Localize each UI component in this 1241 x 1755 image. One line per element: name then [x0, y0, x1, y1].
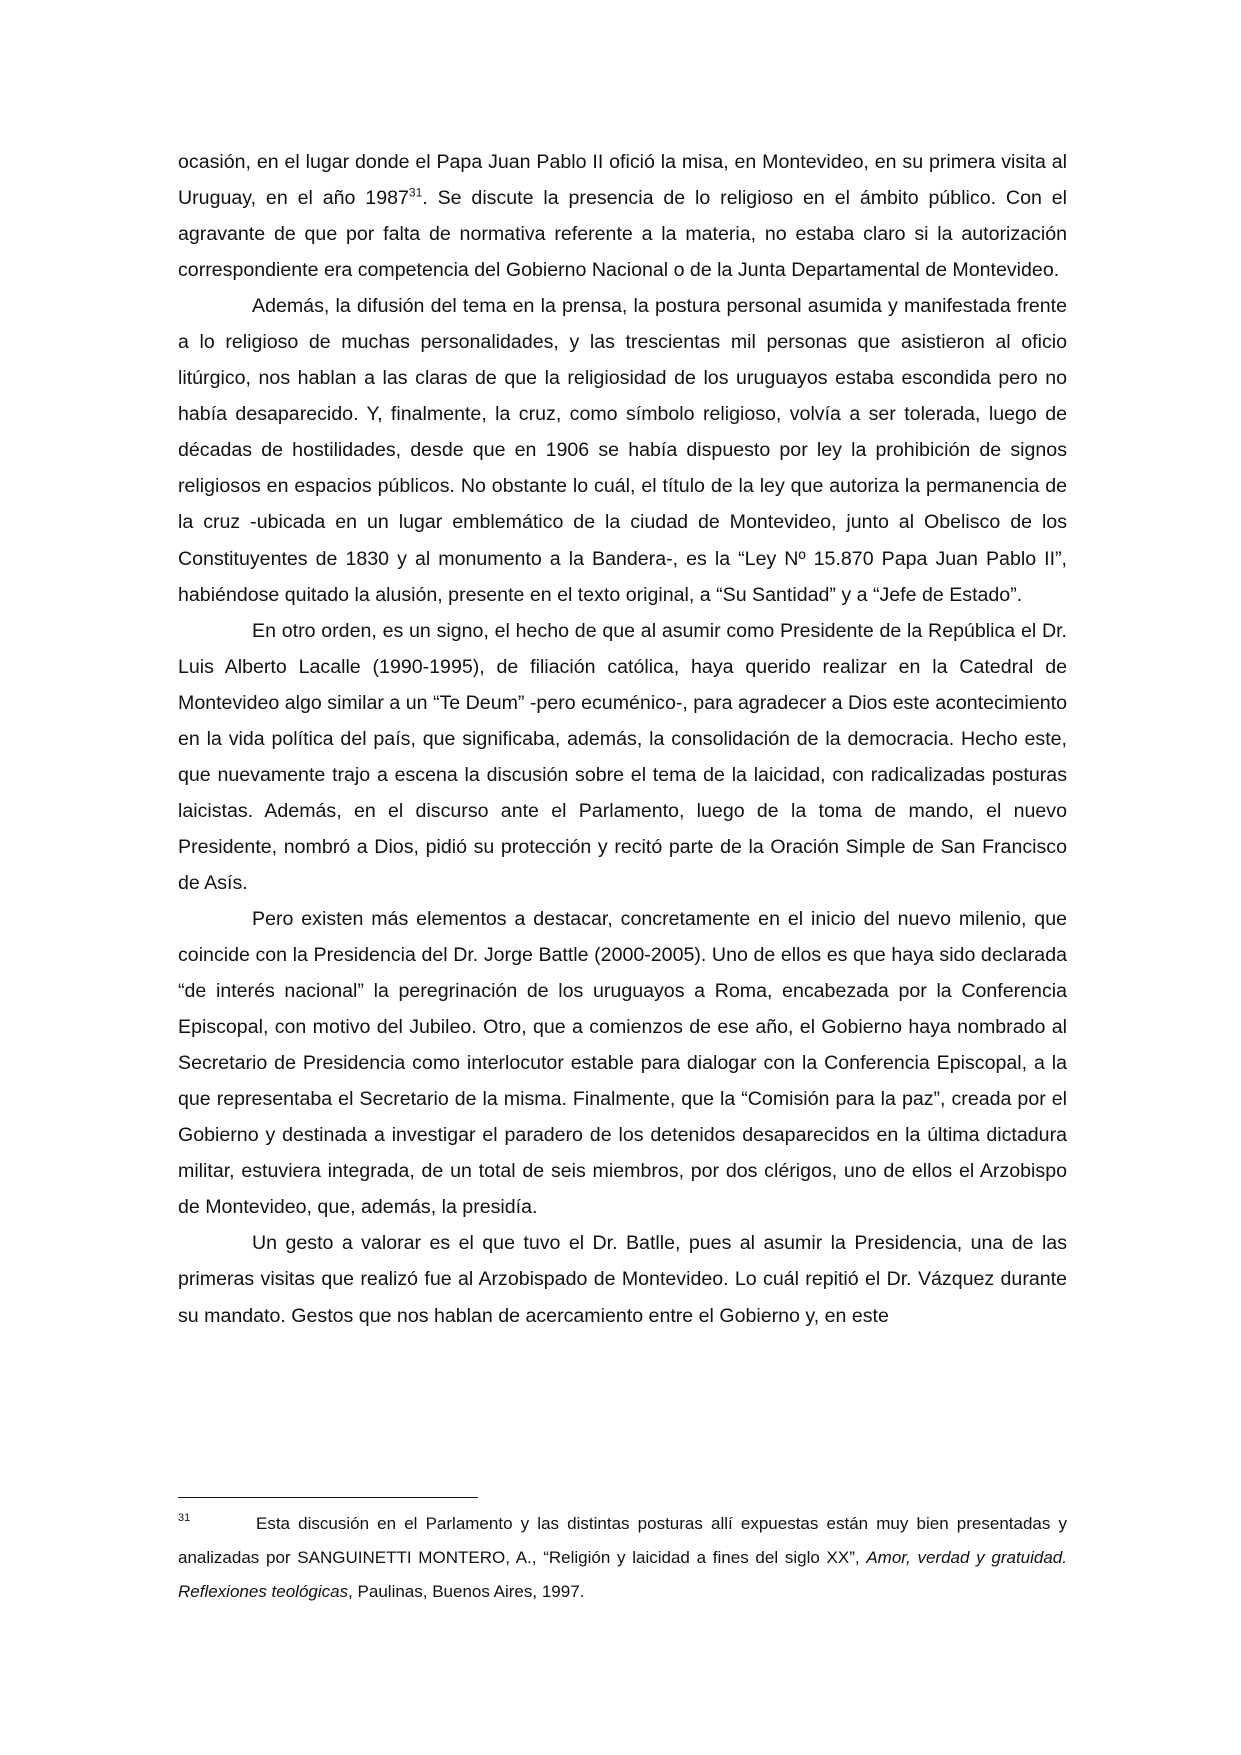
- paragraph-2: Además, la difusión del tema en la prensa, la postura personal asumida y manifestada frente a lo religioso de muchas personalidades, y las trescientas mil personas que asistieron al oficio litúrgico, nos hablan a las claras de que la religiosidad de los uruguayos estaba escondida pero no había desaparecido. Y, finalmente, la cruz, como símbolo religioso, volvía a ser tolerada, luego de décadas de hostilidades, desde que en 1906 se había dispuesto por ley la prohibición de signos religiosos en espacios públicos. No obstante lo cuál, el título de la ley que autoriza la permanencia de la cruz -ubicada en un lugar emblemático de la ciudad de Montevideo, junto al Obelisco de los Constituyentes de 1830 y al monumento a la Bandera-, es la “Ley Nº 15.870 Papa Juan Pablo II”, habiéndose quitado la alusión, presente en el texto original, a “Su Santidad” y a “Jefe de Estado”.: [178, 295, 1067, 606]
- paragraph-1: [178, 144, 1067, 288]
- paragraph-3: En otro orden, es un signo, el hecho de que al asumir como Presidente de la República el Dr. Luis Alberto Lacalle (1990-1995), de filiación católica, haya querido realizar en la Catedral de Montevideo algo similar a un “Te Deum” -pero ecuménico-, para agradecer a Dios este acontecimiento en la vida política del país, que significaba, además, la consolidación de la democracia. Hecho este, que nuevamente trajo a escena la discusión sobre el tema de la laicidad, con radicalizadas posturas laicistas. Además, en el discurso ante el Parlamento, luego de la toma de mando, el nuevo Presidente, nombró a Dios, pidió su protección y recitó parte de la Oración Simple de San Francisco de Asís.: [178, 619, 1067, 894]
- footnote-text: [178, 1507, 1067, 1609]
- body-text: [178, 144, 1067, 1334]
- footnote-text-plain: Esta discusión en el Parlamento y las distintas posturas allí expuestas están muy bien presentadas y analizadas por SANGUINETTI MONTERO, A., “Religión y laicidad a fines del siglo XX”,: [178, 1514, 1067, 1567]
- paragraph-4: Pero existen más elementos a destacar, concretamente en el inicio del nuevo milenio, que coincide con la Presidencia del Dr. Jorge Battle (2000-2005). Uno de ellos es que haya sido declarada “de interés nacional” la peregrinación de los uruguayos a Roma, encabezada por la Conferencia Episcopal, con motivo del Jubileo. Otro, que a comienzos de ese año, el Gobierno haya nombrado al Secretario de Presidencia como interlocutor estable para dialogar con la Conferencia Episcopal, a la que representaba el Secretario de la misma. Finalmente, que la “Comisión para la paz”, creada por el Gobierno y destinada a investigar el paradero de los detenidos desaparecidos en la última dictadura militar, estuviera integrada, de un total de seis miembros, por dos clérigos, uno de ellos el Arzobispo de Montevideo, que, además, la presidía.: [178, 907, 1067, 1219]
- footnote-number: 31: [178, 1512, 191, 1524]
- footnote-reference[interactable]: 31: [408, 185, 423, 200]
- footnote: [178, 1507, 1067, 1609]
- footnote-book-title: Amor, verdad y gratuidad. Reflexiones teológicas: [178, 1548, 1067, 1601]
- footnote-text-end: , Paulinas, Buenos Aires, 1997.: [348, 1582, 585, 1601]
- footnote-separator: [178, 1497, 478, 1498]
- paragraph-5: Un gesto a valorar es el que tuvo el Dr. Batlle, pues al asumir la Presidencia, una de las primeras visitas que realizó fue al Arzobispado de Montevideo. Lo cuál repitió el Dr. Vázquez durante su mandato. Gestos que nos hablan de acercamiento entre el Gobierno y, en este: [178, 1232, 1067, 1327]
- paragraph-1-text-after: . Se discute la presencia de lo religioso en el ámbito público. Con el agravante de que por falta de normativa referente a la materia, no estaba claro si la autorización correspondiente era competencia del Gobierno Nacional o de la Junta Departamental de Montevideo.: [178, 187, 1067, 282]
- paragraph-1-text-before: ocasión, en el lugar donde el Papa Juan Pablo II ofició la misa, en Montevideo, en su primera visita al Uruguay, en el año 1987: [178, 151, 1067, 210]
